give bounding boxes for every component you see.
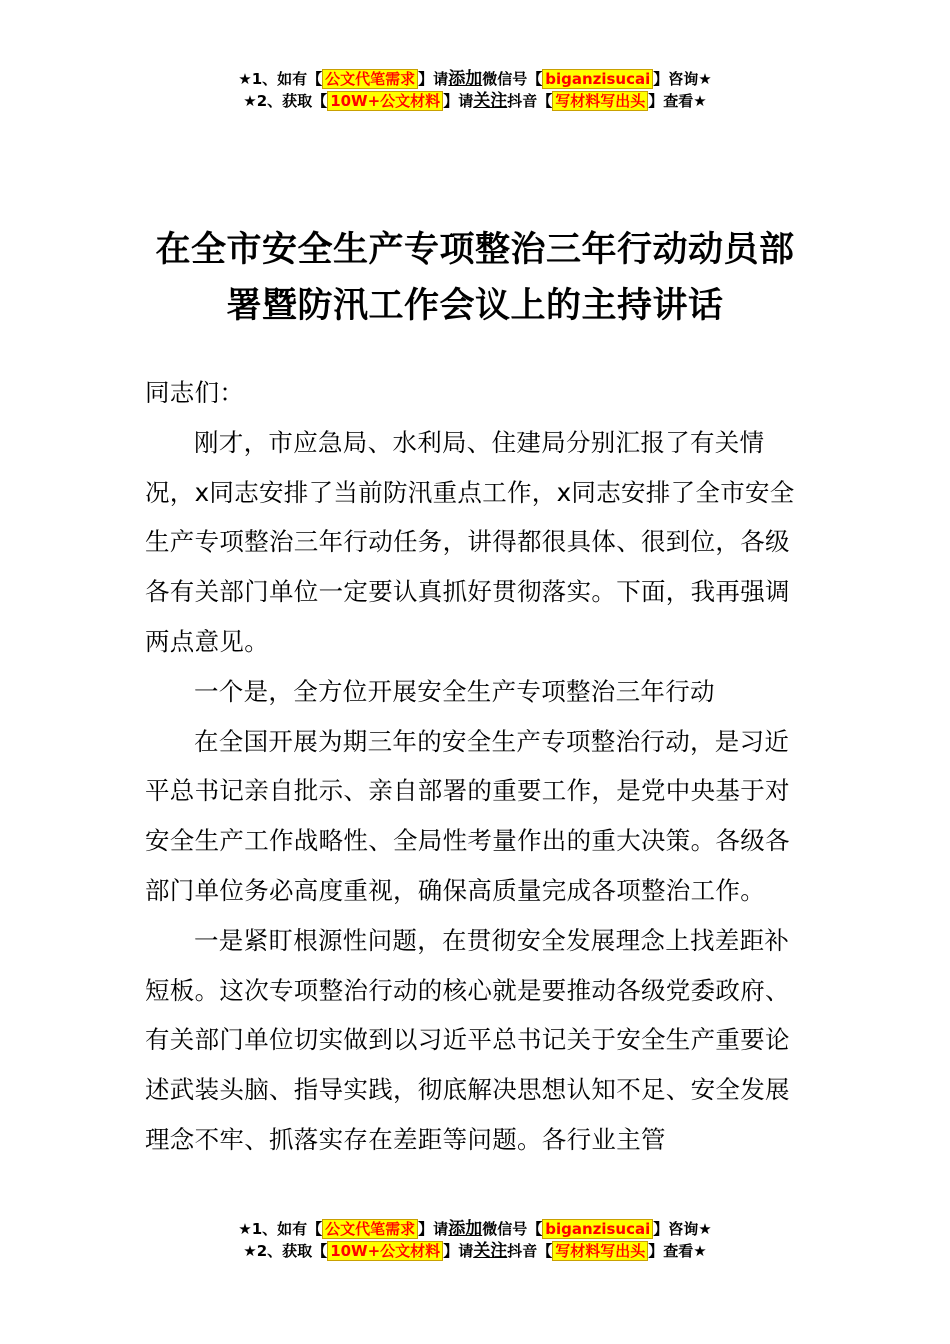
promo-text: 】请 (443, 1242, 474, 1260)
promo-line-1 (0, 68, 950, 90)
promo-text: 抖音【 (507, 92, 553, 110)
promo-text: 】请 (443, 92, 474, 110)
wechat-id-highlight: biganzisucai (542, 1219, 653, 1239)
promo-text: ★2、获取【 (243, 1242, 328, 1260)
document-body (145, 368, 810, 1165)
promo-text: 】查看★ (648, 92, 707, 110)
promo-text: 微信号【 (482, 1220, 543, 1238)
body-paragraph: 在全国开展为期三年的安全生产专项整治行动，是习近平总书记亲自批示、亲自部署的重要工作，是党中央基于对安全生产工作战略性、全局性考量作出的重大决策。各级各部门单位务必高度重视，确保高质量完成各项整治工作。 (145, 726, 790, 905)
promo-text: ★2、获取【 (243, 92, 328, 110)
title-line-1: 在全市安全生产专项整治三年行动动员部 (155, 230, 795, 270)
promo-text: 】咨询★ (653, 70, 712, 88)
promo-text: 微信号【 (482, 70, 543, 88)
promo-text: ★1、如有【 (238, 1220, 323, 1238)
promo-highlight: 10W+公文材料 (327, 1241, 443, 1261)
promo-line-2 (0, 90, 950, 112)
salutation: 同志们： (145, 378, 245, 407)
promo-highlight: 10W+公文材料 (327, 91, 443, 111)
promo-text: 】请 (418, 70, 449, 88)
promo-emphasis: 添加 (448, 69, 483, 89)
section-heading: 一个是，全方位开展安全生产专项整治三年行动 (194, 676, 715, 706)
promo-emphasis: 添加 (448, 1219, 483, 1239)
promo-text: ★1、如有【 (238, 70, 323, 88)
promo-text: 抖音【 (507, 1242, 553, 1260)
promo-emphasis: 关注 (473, 1241, 508, 1261)
promo-line-2 (0, 1240, 950, 1262)
promo-text: 】咨询★ (653, 1220, 712, 1238)
title-line-2: 署暨防汛工作会议上的主持讲话 (226, 286, 724, 326)
promo-highlight: 公文代笔需求 (322, 1219, 418, 1239)
douyin-id-highlight: 写材料写出头 (552, 91, 648, 111)
document-title (100, 222, 850, 334)
promo-emphasis: 关注 (473, 91, 508, 111)
wechat-id-highlight: biganzisucai (542, 69, 653, 89)
footer-promo-banner (0, 1218, 950, 1262)
promo-line-1 (0, 1218, 950, 1240)
promo-text: 】查看★ (648, 1242, 707, 1260)
body-paragraph: 一是紧盯根源性问题，在贯彻安全发展理念上找差距补短板。这次专项整治行动的核心就是要推动各级党委政府、有关部门单位切实做到以习近平总书记关于安全生产重要论述武装头脑、指导实践，彻底解决思想认知不足、安全发展理念不牢、抓落实存在差距等问题。各行业主管 (145, 925, 790, 1154)
body-paragraph: 刚才，市应急局、水利局、住建局分别汇报了有关情况，x同志安排了当前防汛重点工作，x同志安排了全市安全生产专项整治三年行动任务，讲得都很具体、很到位，各级各有关部门单位一定要认真抓好贯彻落实。下面，我再强调两点意见。 (145, 427, 795, 656)
promo-highlight: 公文代笔需求 (322, 69, 418, 89)
header-promo-banner (0, 68, 950, 112)
douyin-id-highlight: 写材料写出头 (552, 1241, 648, 1261)
promo-text: 】请 (418, 1220, 449, 1238)
